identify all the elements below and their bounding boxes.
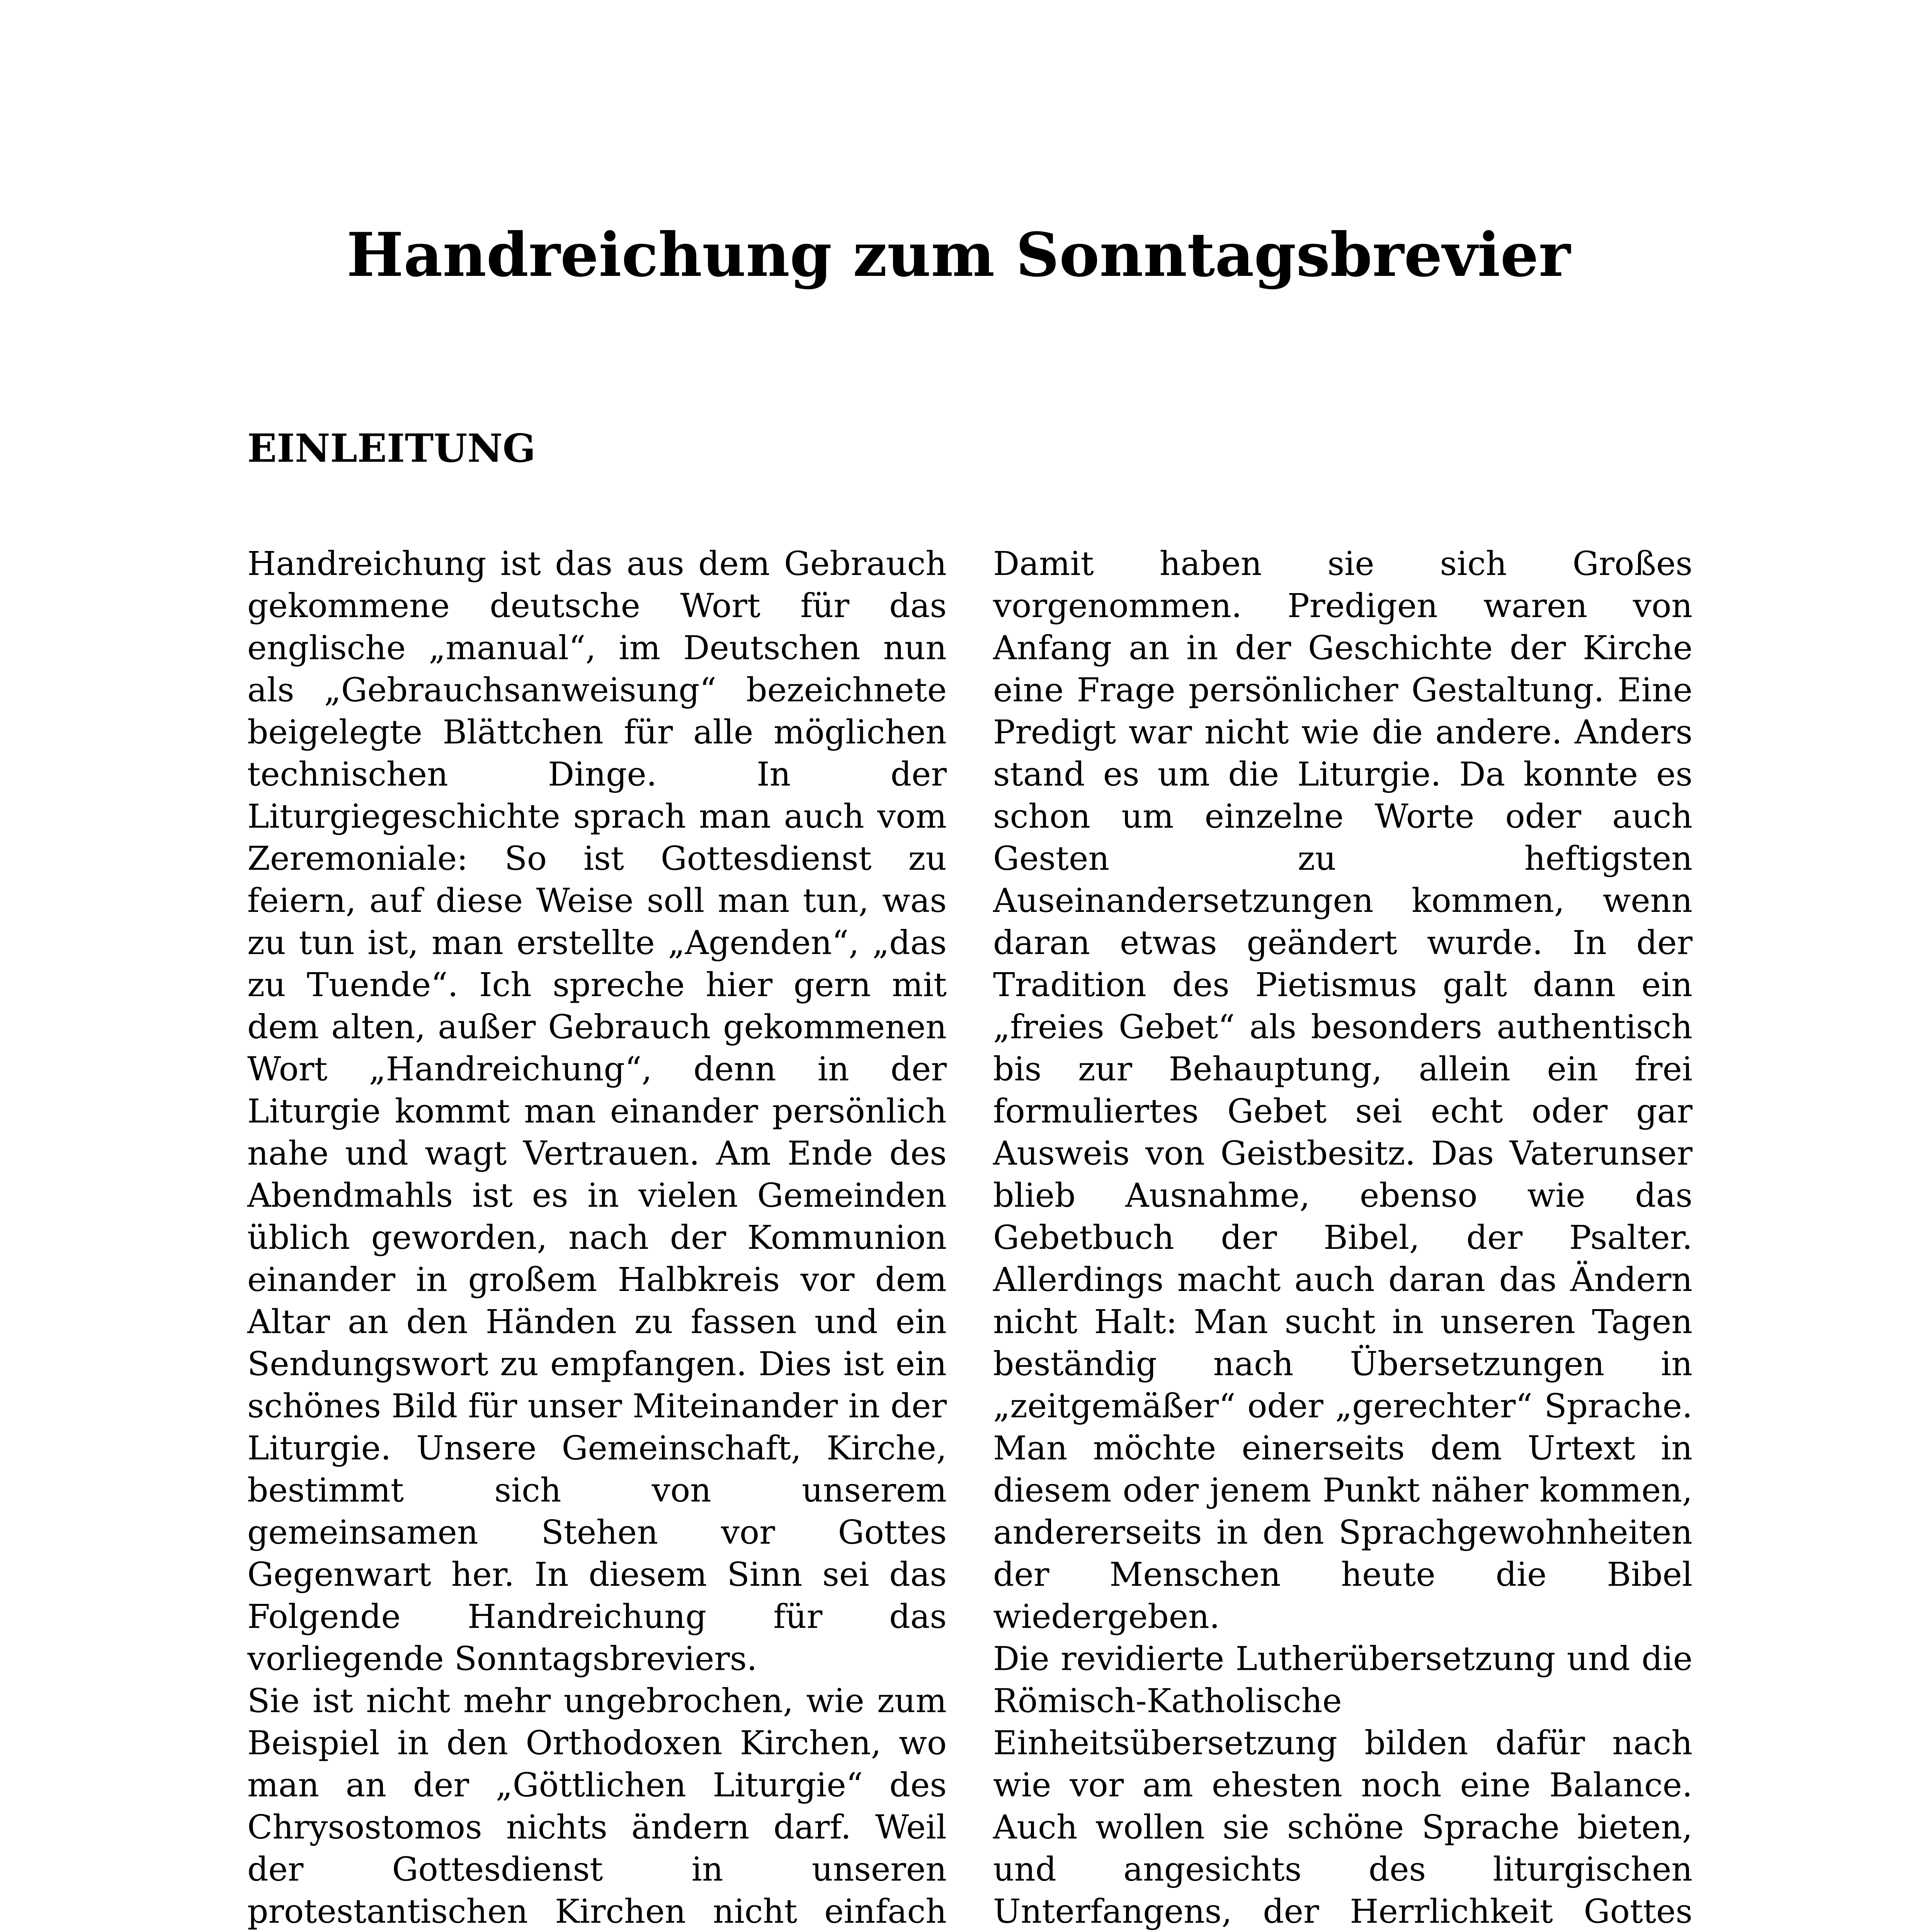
right-column — [993, 543, 1692, 1932]
paragraph: Die revidierte Lutherübersetzung und die Römisch-Katholische Einheitsübersetzung bilden dafür nach wie vor am ehesten noch eine Balance. Auch wollen sie schöne Sprache bieten, und angesichts des liturgischen Unterfangens, der Herrlichkeit Gottes — [993, 1640, 1692, 1931]
left-column — [247, 543, 947, 1932]
paragraph: Sie ist nicht mehr ungebrochen, wie zum Beispiel in den Orthodoxen Kirchen, wo man an der „Göttlichen Liturgie“ des Chrysostomos nichts ändern darf. Weil der Gottesdienst in unseren protestantischen Kirchen nicht einfach — [247, 1682, 947, 1931]
page-title: Handreichung zum Sonntagsbrevier — [346, 219, 1571, 290]
paragraph: Damit haben sie sich Großes vorgenommen. Predigen waren von Anfang an in der Geschichte der Kirche eine Frage persönlicher Gestaltung. Eine Predigt war nicht wie die andere. Anders stand es um die Liturgie. Da konnte es schon um einzelne Worte oder auch Gesten zu heftigsten Auseinandersetzungen kommen, wenn daran etwas geändert wurde. In der Tradition des Pietismus galt dann ein „freies Gebet“ als besonders authentisch bis zur Behauptung, allein ein frei formuliertes Gebet sei echt oder gar Ausweis von Geistbesitz. Das Vaterunser blieb Ausnahme, ebenso wie das Gebetbuch der Bibel, der Psalter. Allerdings macht auch daran das Ändern nicht Halt: Man sucht in unseren Tagen beständig nach Übersetzungen in „zeitgemäßer“ oder „gerechter“ Sprache. Man möchte einerseits dem Urtext in diesem oder jenem Punkt näher kommen, andererseits in den Sprachgewohnheiten der Menschen heute die Bibel wiedergeben. — [993, 545, 1692, 1636]
paragraph: Handreichung ist das aus dem Gebrauch gekommene deutsche Wort für das englische „manual“, im Deutschen nun als „Gebrauchsanweisung“ bezeichnete beigelegte Blättchen für alle möglichen technischen Dinge. In der Liturgiegeschichte sprach man auch vom Zeremoniale: So ist Gottesdienst zu feiern, auf diese Weise soll man tun, was zu tun ist, man erstellte „Agenden“, „das zu Tuende“. Ich spreche hier gern mit dem alten, außer Gebrauch gekommenen Wort „Handreichung“, denn in der Liturgie kommt man einander persönlich nahe und wagt Vertrauen. Am Ende des Abendmahls ist es in vielen Gemeinden üblich geworden, nach der Kommunion einander in großem Halbkreis vor dem Altar an den Händen zu fassen und ein Sendungswort zu empfangen. Dies ist ein schönes Bild für unser Miteinander in der Liturgie. Unsere Gemeinschaft, Kirche, bestimmt sich von unserem gemeinsamen Stehen vor Gottes Gegenwart her. In diesem Sinn sei das Folgende Handreichung für das vorliegende Sonntagsbreviers. — [247, 545, 947, 1678]
section-heading: EINLEITUNG — [247, 425, 536, 471]
